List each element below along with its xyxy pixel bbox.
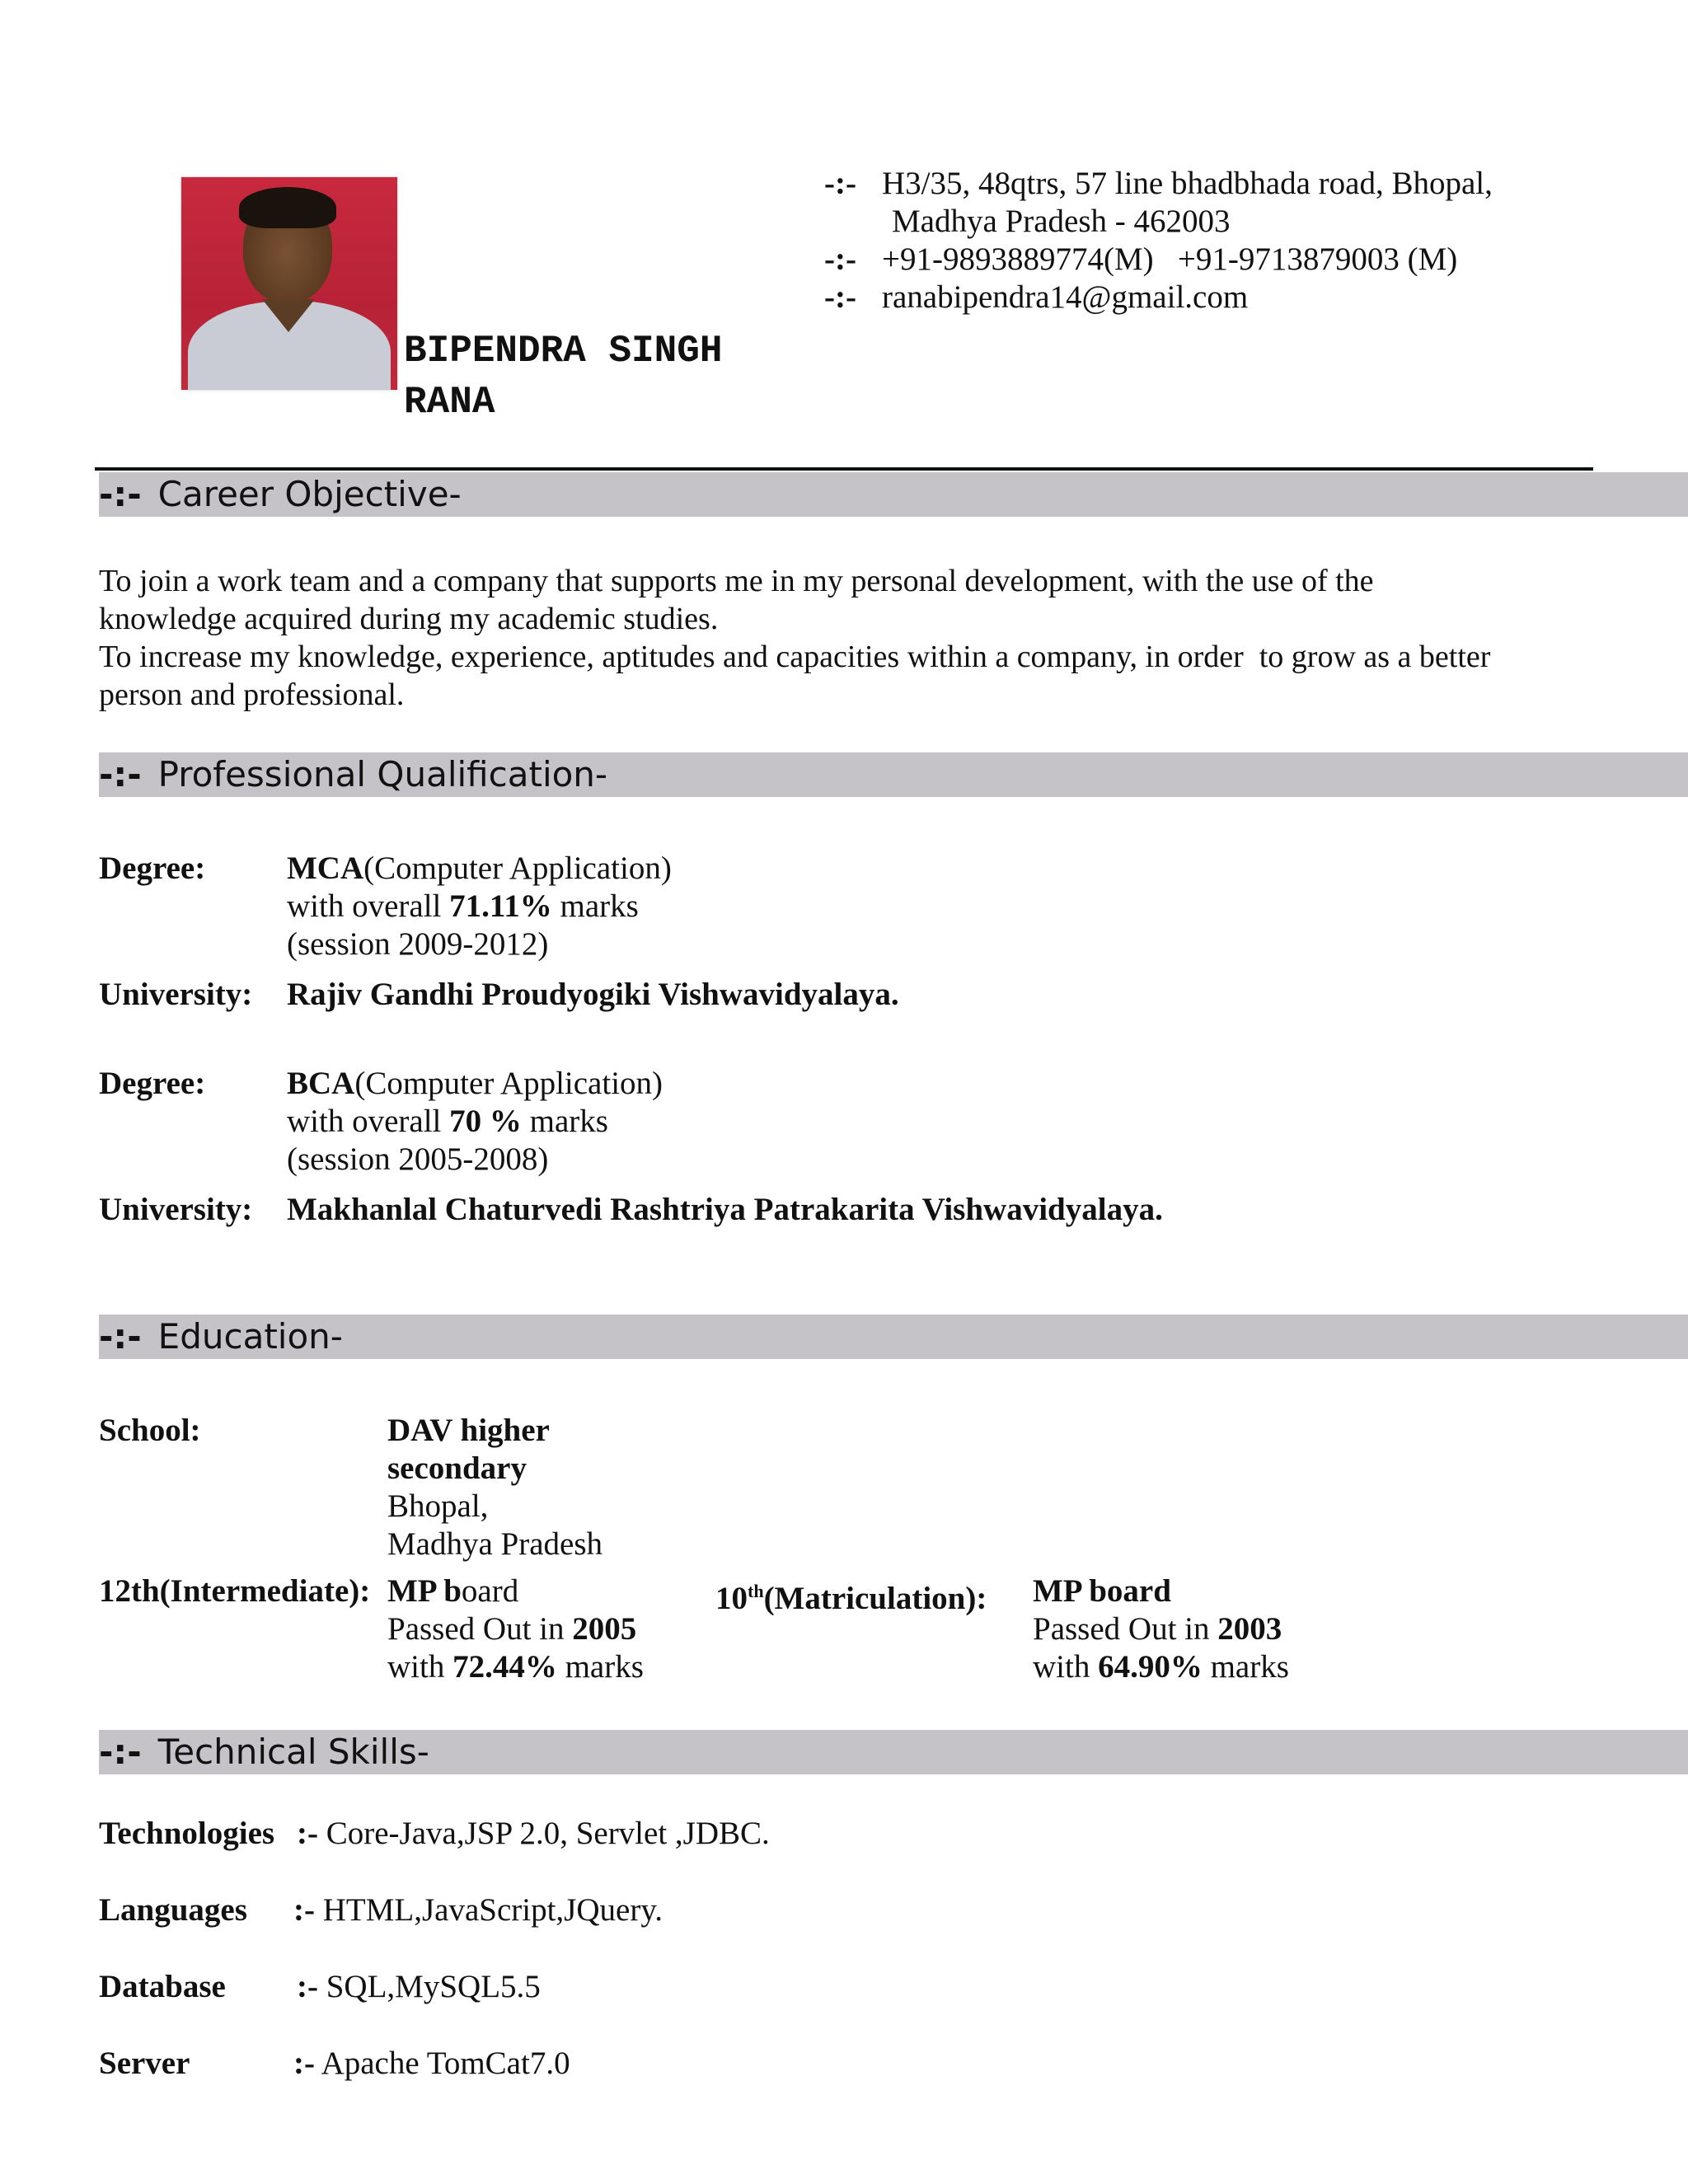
skill-value: HTML,JavaScript,JQuery. — [314, 1892, 663, 1928]
skill-row-technologies — [99, 1815, 770, 1853]
skill-value: Core-Java,JSP 2.0, Servlet ,JDBC. — [317, 1816, 770, 1851]
career-line: To increase my knowledge, experience, aptitudes and capacities within a company, in order to grow as a better — [99, 640, 1491, 674]
skill-operator: :- — [293, 2046, 315, 2081]
marks-prefix: with overall — [287, 1104, 450, 1139]
address-row — [824, 165, 1493, 203]
marks-suffix: marks — [556, 1649, 644, 1685]
school-value — [387, 1412, 603, 1563]
tenth-board: MP board — [1033, 1573, 1171, 1609]
twelfth-board — [387, 1572, 644, 1610]
email-row — [824, 279, 1493, 316]
degree-value — [287, 1065, 663, 1103]
school-label: School: — [99, 1413, 201, 1448]
passed-year: 2003 — [1217, 1611, 1282, 1647]
twelfth-board-rest: oard — [461, 1573, 519, 1609]
skill-operator: :- — [293, 1892, 315, 1928]
skill-row-languages — [99, 1891, 663, 1929]
tenth-passed — [1033, 1610, 1289, 1648]
phone-numbers: +91-9893889774(M) +91-9713879003 (M) — [882, 241, 1458, 277]
name-line-2: RANA — [404, 381, 495, 424]
marks-prefix: with — [1033, 1649, 1099, 1685]
twelfth-board-bold: MP b — [387, 1573, 462, 1609]
skill-row-server — [99, 2045, 570, 2083]
marks-value: 72.44% — [452, 1649, 557, 1685]
section-title: Professional Qualification- — [157, 754, 608, 794]
section-header-skills — [99, 1730, 1688, 1774]
marks-prefix: with overall — [287, 888, 450, 924]
marks-value: 70 % — [449, 1104, 522, 1139]
skill-label: Server — [99, 2046, 190, 2081]
skill-label: Database — [99, 1969, 226, 2004]
degree-marks — [287, 888, 639, 926]
section-header-career — [99, 472, 1688, 517]
marks-value: 64.90% — [1098, 1649, 1203, 1685]
career-objective-text — [99, 562, 1599, 714]
degree-session: (session 2009-2012) — [287, 926, 549, 962]
degree-value — [287, 850, 672, 888]
section-header-education — [99, 1315, 1688, 1359]
university-label: University: — [99, 1192, 253, 1227]
twelfth-marks — [387, 1648, 644, 1686]
tenth-value — [1033, 1572, 1289, 1686]
school-name-line: secondary — [387, 1451, 527, 1486]
section-prefix: -:- — [99, 474, 142, 514]
tenth-label-sup: th — [748, 1581, 764, 1601]
section-header-professional — [99, 752, 1688, 797]
passed-prefix: Passed Out in — [1033, 1611, 1218, 1647]
profile-photo — [181, 177, 397, 390]
degree-marks — [287, 1103, 608, 1141]
marks-suffix: marks — [1202, 1649, 1289, 1685]
career-line: person and professional. — [99, 677, 405, 712]
contact-separator: -:- — [824, 279, 856, 315]
twelfth-label: 12th(Intermediate): — [99, 1573, 371, 1609]
section-title: Career Objective- — [157, 474, 462, 514]
tenth-label — [715, 1572, 987, 1618]
degree-name: BCA — [287, 1066, 355, 1101]
degree-label: Degree: — [99, 1066, 206, 1101]
degree-field: (Computer Application) — [354, 1066, 663, 1101]
skill-value: Apache TomCat7.0 — [314, 2046, 570, 2081]
skill-label: Technologies — [99, 1816, 275, 1851]
school-city: Bhopal, — [387, 1488, 489, 1524]
contact-block — [824, 165, 1493, 316]
marks-suffix: marks — [551, 888, 639, 924]
applicant-name — [404, 326, 832, 428]
university-name: Rajiv Gandhi Proudyogiki Vishwavidyalaya. — [287, 977, 899, 1012]
tenth-marks — [1033, 1648, 1289, 1686]
career-line: knowledge acquired during my academic studies. — [99, 602, 719, 636]
marks-value: 71.11% — [449, 888, 552, 924]
marks-suffix: marks — [521, 1104, 608, 1139]
university-label: University: — [99, 977, 253, 1012]
address-line-1: H3/35, 48qtrs, 57 line bhadbhada road, Bhopal, — [882, 166, 1493, 201]
skill-operator: :- — [297, 1816, 318, 1851]
photo-hair — [239, 187, 336, 228]
contact-separator: -:- — [824, 241, 856, 277]
skill-operator: :- — [297, 1969, 318, 2004]
tenth-label-number: 10 — [715, 1581, 748, 1616]
degree-label: Degree: — [99, 851, 206, 886]
email-address[interactable]: ranabipendra14@gmail.com — [882, 279, 1249, 315]
school-state: Madhya Pradesh — [387, 1526, 603, 1562]
address-line-2: Madhya Pradesh - 462003 — [892, 204, 1231, 239]
twelfth-value — [387, 1572, 644, 1686]
name-line-1: BIPENDRA SINGH — [404, 330, 723, 373]
section-prefix: -:- — [99, 1732, 142, 1772]
skill-label: Languages — [99, 1892, 247, 1928]
section-prefix: -:- — [99, 1316, 142, 1357]
career-line: To join a work team and a company that supports me in my personal development, with the use of the — [99, 564, 1374, 598]
passed-prefix: Passed Out in — [387, 1611, 573, 1647]
university-name: Makhanlal Chaturvedi Rashtriya Patrakarita Vishwavidyalaya. — [287, 1192, 1163, 1227]
school-name-line: DAV higher — [387, 1413, 550, 1448]
twelfth-passed — [387, 1610, 644, 1648]
marks-prefix: with — [387, 1649, 453, 1685]
phone-row — [824, 241, 1493, 279]
passed-year: 2005 — [572, 1611, 637, 1647]
header-divider — [95, 467, 1593, 471]
contact-separator: -:- — [824, 166, 856, 201]
skill-value: SQL,MySQL5.5 — [317, 1969, 541, 2004]
section-title: Technical Skills- — [157, 1732, 429, 1772]
degree-name: MCA — [287, 851, 364, 886]
section-title: Education- — [157, 1316, 343, 1357]
tenth-label-text: (Matriculation): — [763, 1581, 987, 1616]
degree-field: (Computer Application) — [363, 851, 672, 886]
degree-session: (session 2005-2008) — [287, 1141, 549, 1177]
skill-row-database — [99, 1968, 541, 2006]
section-prefix: -:- — [99, 754, 142, 794]
